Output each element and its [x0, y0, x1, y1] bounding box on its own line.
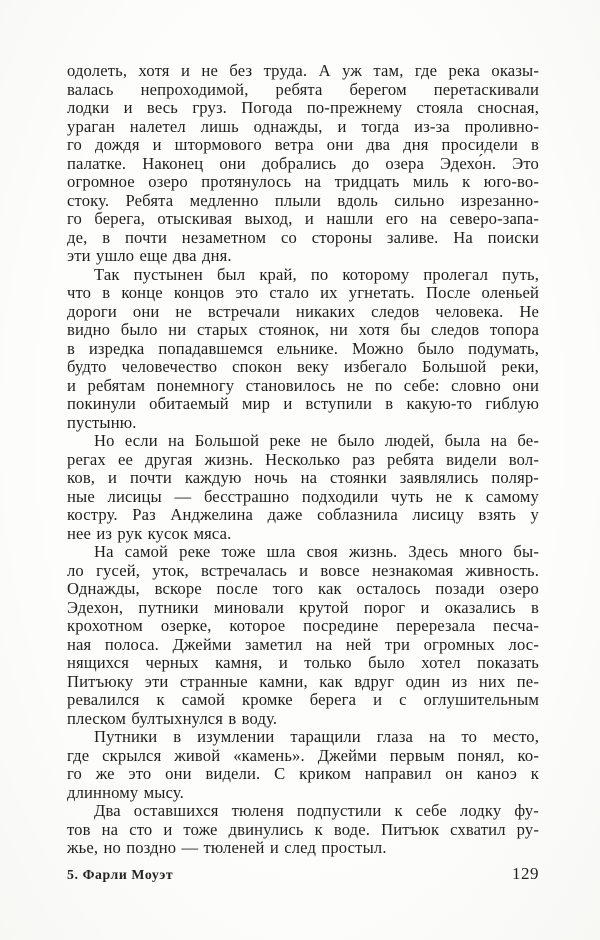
print-signature: 5. Фарли Моуэт: [67, 867, 174, 882]
text-line: в изредка попадавшемся ельнике. Можно было подумать,: [67, 338, 539, 358]
text-line: го дождя и штормового ветра они два дня просидели в: [67, 135, 539, 154]
paragraph: [67, 802, 539, 858]
text-line: палатке. Наконец они добрались до озера Эдехо́н. Это: [67, 153, 539, 173]
page-number: 129: [512, 864, 539, 883]
text-line: Так пустынен был край, по которому пролегал путь,: [94, 264, 539, 284]
text-line: нее из рук кусок мяса.: [67, 523, 232, 543]
text-line: и ребятам понемногу становилось не по себе: словно они: [67, 375, 539, 395]
text-line: видно было ни старых стоянок, ни хотя бы следов топора: [67, 320, 539, 339]
text-line: тов на сто и тоже двинулись к воде. Питъюк схватил ру-: [67, 819, 539, 839]
text-line: ная полоса. Джейми заметил на ней три огромных лос-: [67, 634, 539, 654]
text-line: эти ушло еще два дня.: [67, 246, 232, 265]
text-line: будто человечество спокон веку избегало Большой реки,: [67, 357, 539, 376]
text-line: лодки и весь груз. Погода по-прежнему стояла сносная,: [67, 98, 539, 117]
text-line: где скрылся живой «камень». Джейми первым понял, ко-: [67, 745, 539, 765]
text-line: го же это они видели. С криком направил он каноэ к: [67, 764, 539, 783]
text-line: Путники в изумлении таращили глаза на то место,: [94, 727, 539, 746]
text-line: что в конце концов это стало их угнетать. После оленьей: [67, 283, 539, 302]
text-line: огромное озеро протянулось на тридцать миль к юго-во-: [67, 172, 539, 191]
text-line: стоку. Ребята медленно плыли вдоль сильно изрезанно-: [67, 190, 539, 210]
text-line: де, в почти незаметном со стороны заливе. На поиски: [67, 227, 539, 247]
paragraph: [67, 62, 539, 266]
text-line: Эдехон, путники миновали крутой порог и оказались в: [67, 597, 539, 617]
text-line: валась непроходимой, ребята берегом перетаскивали: [67, 79, 539, 99]
text-line: ураган налетел лишь однажды, и тогда из-за проливно-: [67, 116, 539, 136]
text-line: костру. Раз Анджелина даже соблазнила лисицу взять у: [67, 505, 539, 524]
text-line: нящихся черных камня, и только было хотел показать: [67, 653, 539, 672]
text-line: го берега, отыскивая выход, и нашли его на северо-запа-: [67, 209, 539, 228]
text-line: жье, но поздно — тюленей и след простыл.: [67, 838, 387, 857]
text-line: одолеть, хотя и не без труда. А уж там, где река оказы-: [67, 61, 539, 80]
text-line: пустыню.: [67, 412, 137, 432]
text-line: ные лисицы — бесстрашно подходили чуть не к самому: [67, 486, 539, 506]
paragraph: [67, 266, 539, 433]
text-line: крохотном озерке, которое посредине перерезала песча-: [67, 616, 539, 635]
text-line: Два оставшихся тюленя подпустили к себе лодку фу-: [94, 801, 539, 820]
paragraph: [67, 432, 539, 543]
page-footer: [67, 864, 539, 884]
paragraph: [67, 543, 539, 728]
text-line: плеском бултыхнулся в воду.: [67, 708, 278, 728]
text-line: дороги они не встречали никаких следов человека. Не: [67, 301, 539, 321]
text-line: ков, и почти каждую ночь на стоянки заявлялись поляр-: [67, 468, 539, 487]
text-line: Однажды, вскоре после того как осталось позади озеро: [67, 579, 539, 598]
text-line: регах ее другая жизнь. Несколько раз ребята видели вол-: [67, 449, 539, 469]
text-line: покинули обитаемый мир и вступили в какую-то гиблую: [67, 394, 539, 413]
text-line: ло гусей, уток, встречалась и вовсе незнакомая живность.: [67, 560, 539, 580]
text-block: [67, 62, 539, 858]
text-line: Питъюку эти странные камни, как вдруг один из них пе-: [67, 671, 539, 691]
text-line: ревалился к самой кромке берега и с оглушительным: [67, 690, 539, 709]
text-line: На самой реке тоже шла своя жизнь. Здесь много бы-: [94, 542, 539, 561]
text-line: длинному мысу.: [67, 782, 184, 802]
text-line: Но если на Большой реке не было людей, была на бе-: [94, 431, 539, 450]
paragraph: [67, 728, 539, 802]
